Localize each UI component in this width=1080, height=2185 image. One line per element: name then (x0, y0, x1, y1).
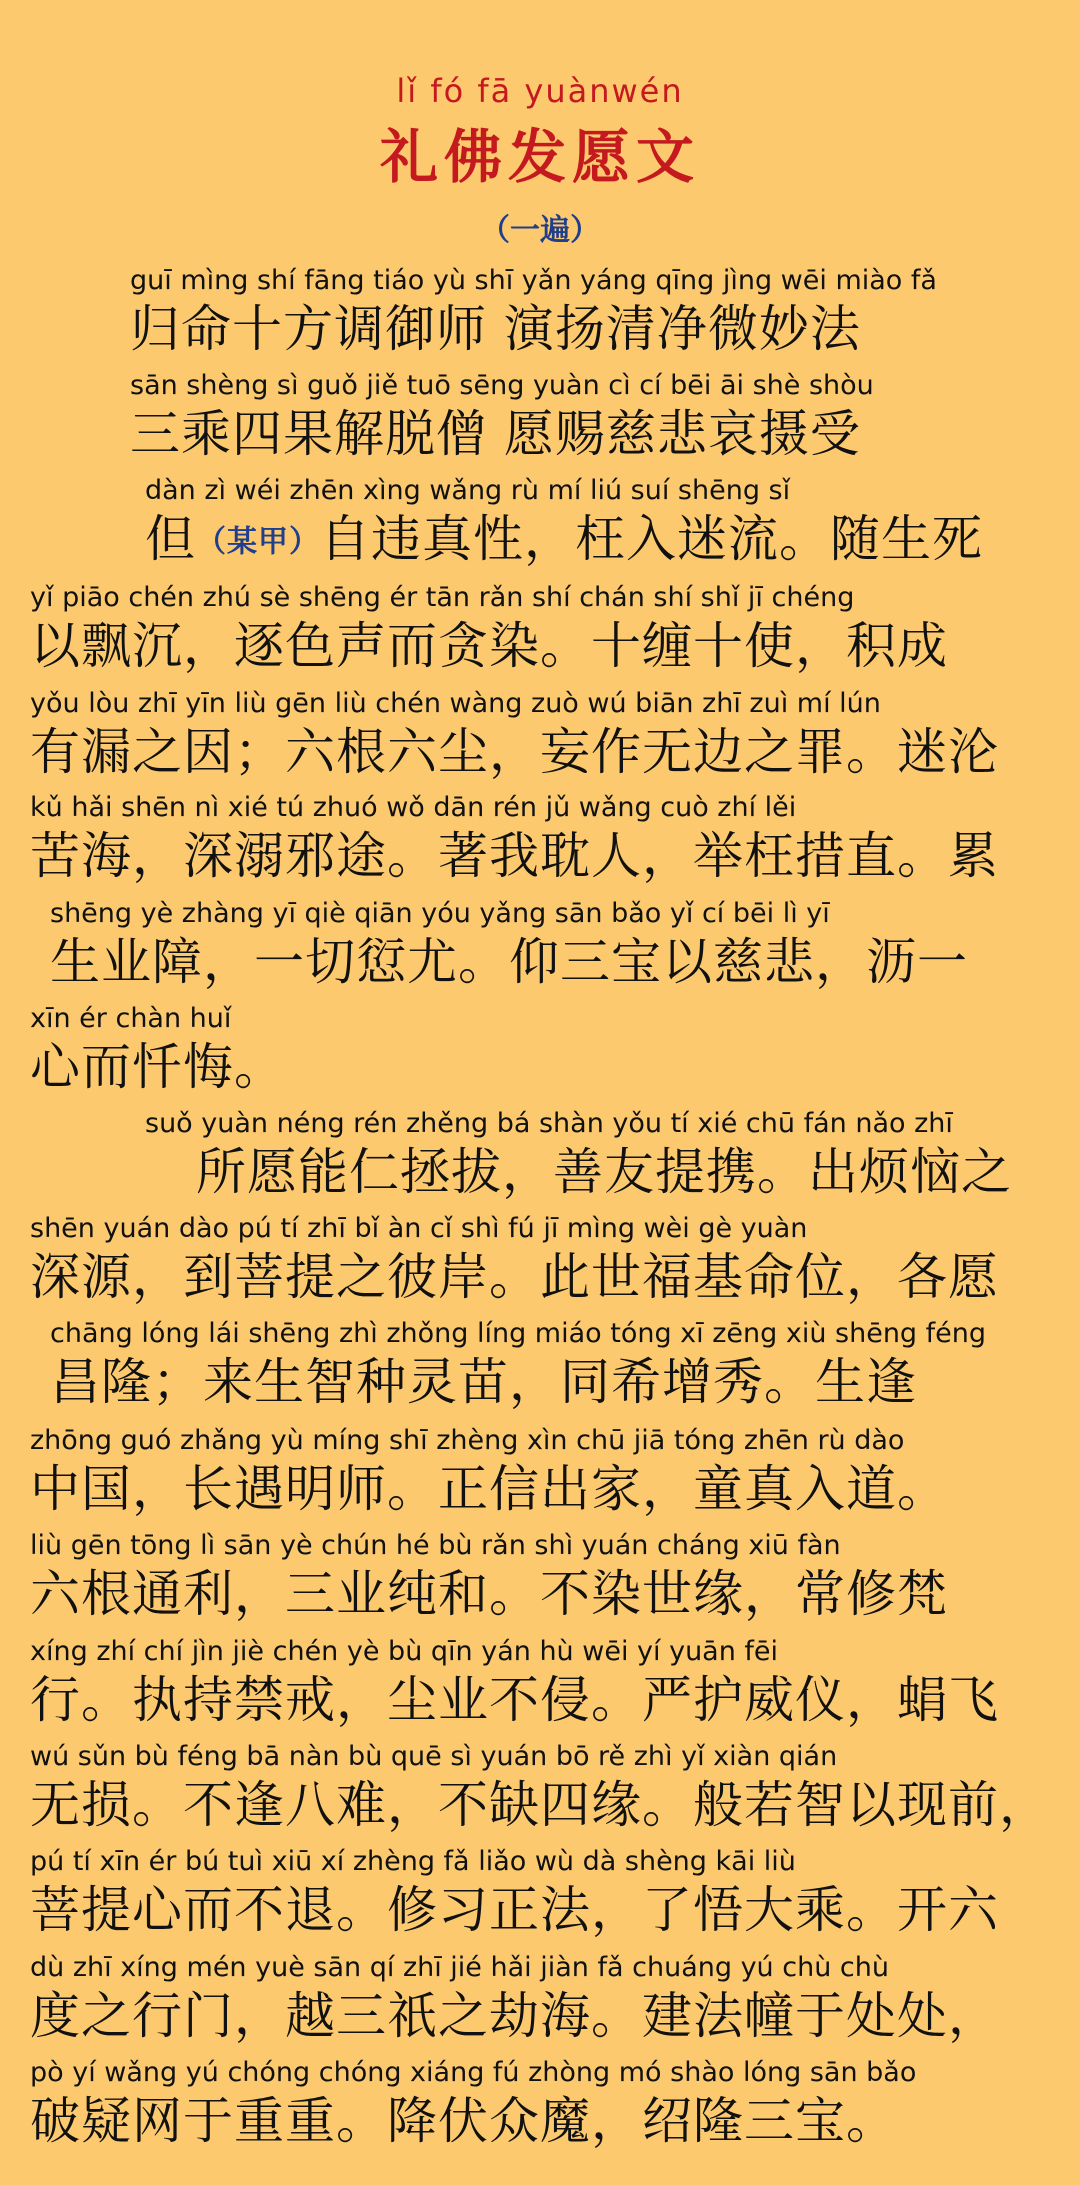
verse-text-main: 菩提心而不退。修习正法，了悟大乘。开六 (30, 1881, 999, 1939)
name-placeholder-note: （某甲） (196, 524, 320, 560)
verse-text (130, 299, 861, 359)
verse-text-main: 归命十方调御师 演扬清净微妙法 (130, 300, 861, 358)
verse-text-main: 行。执持禁戒，尘业不侵。严护威仪，蜎飞 (30, 1671, 999, 1729)
verse-text-main: 生业障，一切愆尤。仰三宝以慈悲，沥一 (50, 933, 968, 991)
verse-text-main: 深源，到菩提之彼岸。此世福基命位，各愿 (30, 1248, 999, 1306)
verse-text (30, 1986, 999, 2046)
verse-text (30, 2091, 897, 2151)
verse-text (30, 1564, 948, 1624)
verse-pinyin: dù zhī xíng mén yuè sān qí zhī jié hǎi jiàn fǎ chuáng yú chù chù (30, 1952, 889, 1983)
verse-pinyin: shēn yuán dào pú tí zhī bǐ àn cǐ shì fú jī mìng wèi gè yuàn (30, 1213, 808, 1244)
title-pinyin: lǐ fó fā yuànwén (396, 72, 684, 110)
verse-text-main: 六根通利，三业纯和。不染世缘，常修梵 (30, 1565, 948, 1623)
verse-text (30, 826, 999, 886)
verse-pinyin: yǐ piāo chén zhú sè shēng ér tān rǎn shí chán shí shǐ jī chéng (30, 582, 855, 613)
verse-pinyin: xíng zhí chí jìn jiè chén yè bù qīn yán hù wēi yí yuān fēi (30, 1636, 779, 1667)
verse-text (50, 932, 968, 992)
subtitle: （一遍） (480, 213, 600, 248)
verse-pinyin: zhōng guó zhǎng yù míng shī zhèng xìn chū jiā tóng zhēn rù dào (30, 1425, 905, 1456)
verse-pinyin: yǒu lòu zhī yīn liù gēn liù chén wàng zuò wú biān zhī zuì mí lún (30, 688, 881, 719)
verse-text-main: 三乘四果解脱僧 愿赐慈悲哀摄受 (130, 405, 861, 463)
verse-pinyin: chāng lóng lái shēng zhì zhǒng líng miáo tóng xī zēng xiù shēng féng (50, 1318, 987, 1349)
verse-pinyin: liù gēn tōng lì sān yè chún hé bù rǎn shì yuán cháng xiū fàn (30, 1530, 841, 1561)
page-title: 礼佛发愿文 (379, 123, 700, 191)
verse-pinyin: guī mìng shí fāng tiáo yù shī yǎn yáng qīng jìng wēi miào fǎ (130, 265, 937, 296)
verse-text (30, 1037, 285, 1097)
verse-pinyin: xīn ér chàn huǐ (30, 1003, 232, 1034)
verse-pinyin: dàn zì wéi zhēn xìng wǎng rù mí liú suí shēng sǐ (145, 475, 791, 506)
verse-text-main: 所愿能仁拯拔，善友提携。出烦恼之 (145, 1143, 1012, 1201)
verse-text (145, 1142, 1012, 1202)
verse-text (30, 1247, 999, 1307)
verse-pinyin: pú tí xīn ér bú tuì xiū xí zhèng fǎ liǎo wù dà shèng kāi liù (30, 1846, 796, 1877)
verse-text (30, 616, 948, 676)
verse-pinyin: suǒ yuàn néng rén zhěng bá shàn yǒu tí xié chū fán nǎo zhī (145, 1108, 953, 1139)
verse-text (30, 722, 999, 782)
verse-text (30, 1775, 1050, 1835)
verse-text-main: 有漏之因；六根六尘，妄作无边之罪。迷沦 (30, 723, 999, 781)
verse-text (30, 1670, 999, 1730)
verse-text-main: 中国，长遇明师。正信出家，童真入道。 (30, 1460, 948, 1518)
verse-text-main: 心而忏悔。 (30, 1038, 285, 1096)
verse-text-main: 无损。不逢八难，不缺四缘。般若智以现前， (30, 1776, 1050, 1834)
verse-pinyin: wú sǔn bù féng bā nàn bù quē sì yuán bō rě zhì yǐ xiàn qián (30, 1741, 838, 1772)
verse-text (30, 1880, 999, 1940)
verse-text-prefix: 但 (145, 510, 196, 568)
verse-text-main: 苦海，深溺邪途。著我耽人，举枉措直。累 (30, 827, 999, 885)
verse-text-main: 破疑网于重重。降伏众魔，绍隆三宝。 (30, 2092, 897, 2150)
verse-text (30, 1459, 948, 1519)
verse-pinyin: pò yí wǎng yú chóng chóng xiáng fú zhòng mó shào lóng sān bǎo (30, 2057, 917, 2088)
verse-text-main: 自违真性，枉入迷流。随生死 (320, 510, 983, 568)
verse-pinyin: shēng yè zhàng yī qiè qiān yóu yǎng sān bǎo yǐ cí bēi lì yī (50, 898, 830, 929)
verse-text-main: 以飘沉，逐色声而贪染。十缠十使，积成 (30, 617, 948, 675)
verse-text-main: 度之行门，越三祇之劫海。建法幢于处处， (30, 1987, 999, 2045)
verse-pinyin: kǔ hǎi shēn nì xié tú zhuó wǒ dān rén jǔ wǎng cuò zhí lěi (30, 792, 797, 823)
verse-text (130, 404, 861, 464)
verse-text-main: 昌隆；来生智种灵苗，同希增秀。生逢 (50, 1353, 917, 1411)
verse-text (145, 509, 983, 573)
verse-text (50, 1352, 917, 1412)
verse-pinyin: sān shèng sì guǒ jiě tuō sēng yuàn cì cí bēi āi shè shòu (130, 370, 874, 401)
